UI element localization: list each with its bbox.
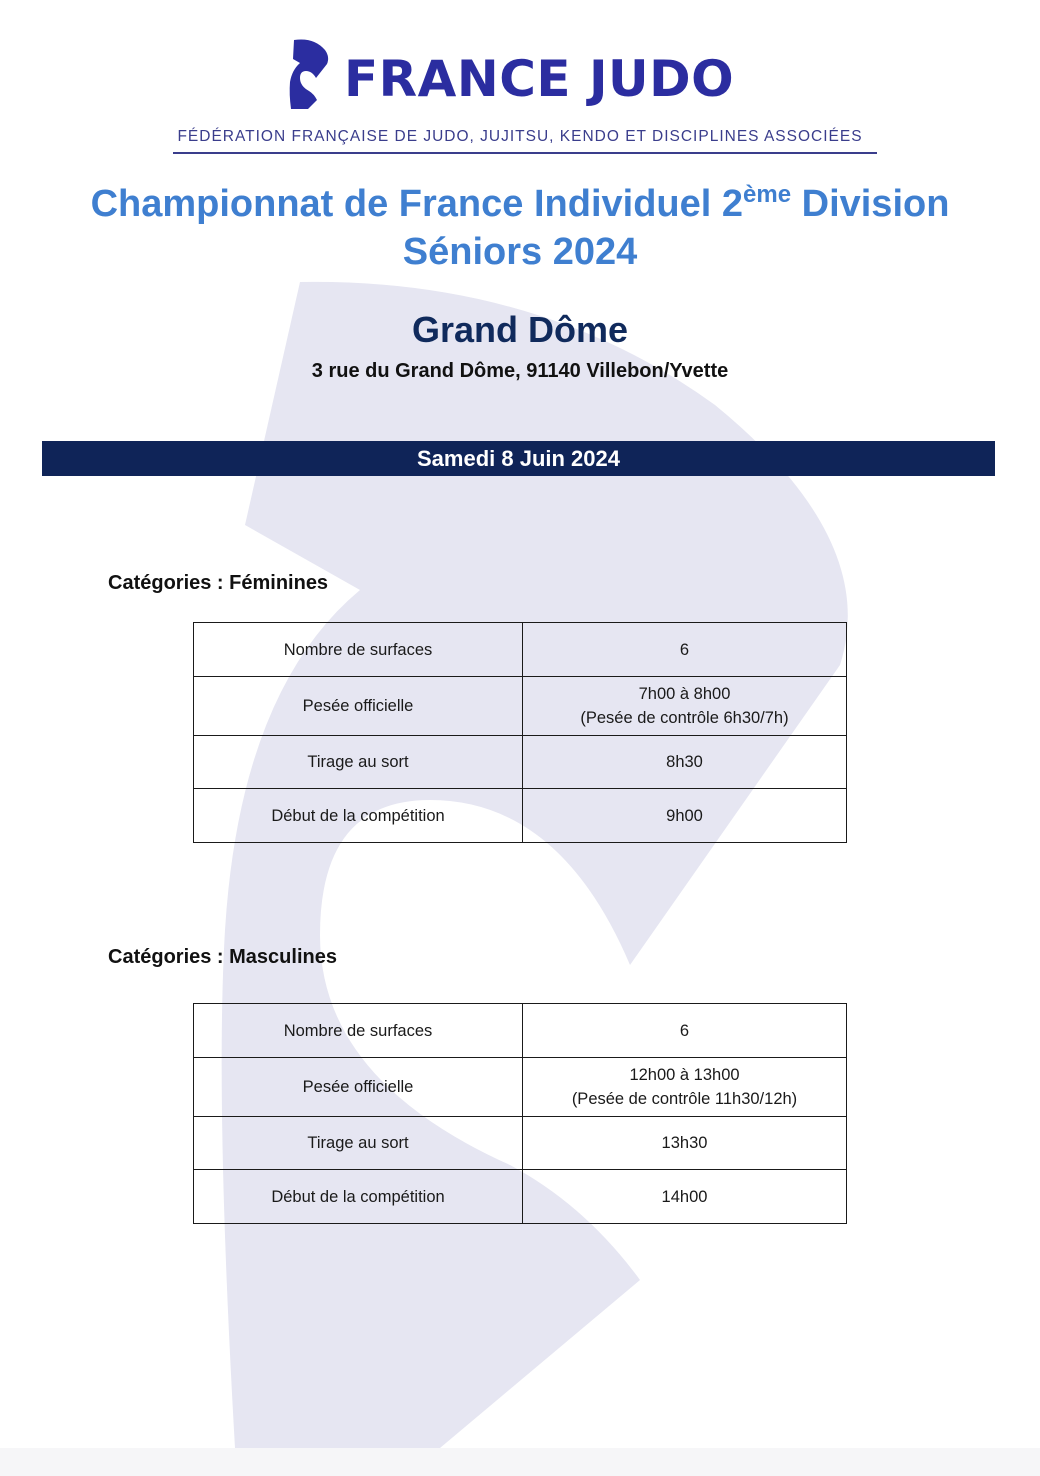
table-row [194, 789, 847, 843]
row-label: Tirage au sort [194, 736, 523, 789]
row-label: Pesée officielle [194, 1058, 523, 1117]
table-row [194, 623, 847, 677]
judo-mark-icon [288, 36, 332, 112]
championship-title [0, 180, 1040, 276]
section-heading-feminines: Catégories : Féminines [108, 572, 329, 594]
value-line: (Pesée de contrôle 6h30/7h) [580, 709, 789, 727]
value-line: 14h00 [661, 1187, 708, 1206]
row-label: Nombre de surfaces [194, 1004, 523, 1058]
date-banner: Samedi 8 Juin 2024 [42, 441, 995, 476]
value-line: 12h00 à 13h00 [629, 1066, 740, 1084]
table-row [194, 1117, 847, 1170]
table-row [194, 677, 847, 736]
value-line: 9h00 [666, 806, 703, 825]
venue-address: 3 rue du Grand Dôme, 91140 Villebon/Yvette [311, 360, 729, 382]
federation-name: FÉDÉRATION FRANÇAISE DE JUDO, JUJITSU, KENDO ET DISCIPLINES ASSOCIÉES [177, 128, 863, 145]
france-judo-logo [288, 36, 768, 114]
title-suffix: Division [791, 183, 950, 225]
title-line-2: Séniors 2024 [402, 231, 638, 273]
table-row [194, 1058, 847, 1117]
row-value [523, 1004, 847, 1058]
row-value [523, 1058, 847, 1117]
value-line: 8h30 [666, 753, 703, 771]
title-line-1 [0, 180, 1040, 228]
row-value [523, 736, 847, 789]
title-prefix: Championnat de France Individuel 2 [90, 183, 744, 225]
value-line: (Pesée de contrôle 11h30/12h) [571, 1090, 798, 1108]
table-row [194, 1004, 847, 1058]
table-row [194, 1170, 847, 1224]
section-heading-masculines: Catégories : Masculines [108, 946, 337, 968]
row-label: Nombre de surfaces [194, 623, 523, 677]
schedule-table-feminines [193, 622, 847, 843]
table-row [194, 736, 847, 789]
row-value [523, 789, 847, 843]
row-value [523, 677, 847, 736]
brand-name: FRANCE JUDO [344, 50, 735, 108]
federation-underline [173, 152, 877, 154]
value-line: 7h00 à 8h00 [638, 685, 731, 703]
row-label: Pesée officielle [194, 677, 523, 736]
row-value [523, 623, 847, 677]
row-label: Tirage au sort [194, 1117, 523, 1170]
venue-name: Grand Dôme [411, 309, 629, 350]
value-line: 6 [679, 1021, 690, 1040]
row-value [523, 1117, 847, 1170]
row-label: Début de la compétition [194, 789, 523, 843]
value-line: 13h30 [661, 1134, 708, 1152]
title-ordinal: ème [743, 181, 792, 208]
row-label: Début de la compétition [194, 1170, 523, 1224]
value-line: 6 [679, 640, 690, 659]
schedule-table-masculines [193, 1003, 847, 1224]
row-value [523, 1170, 847, 1224]
